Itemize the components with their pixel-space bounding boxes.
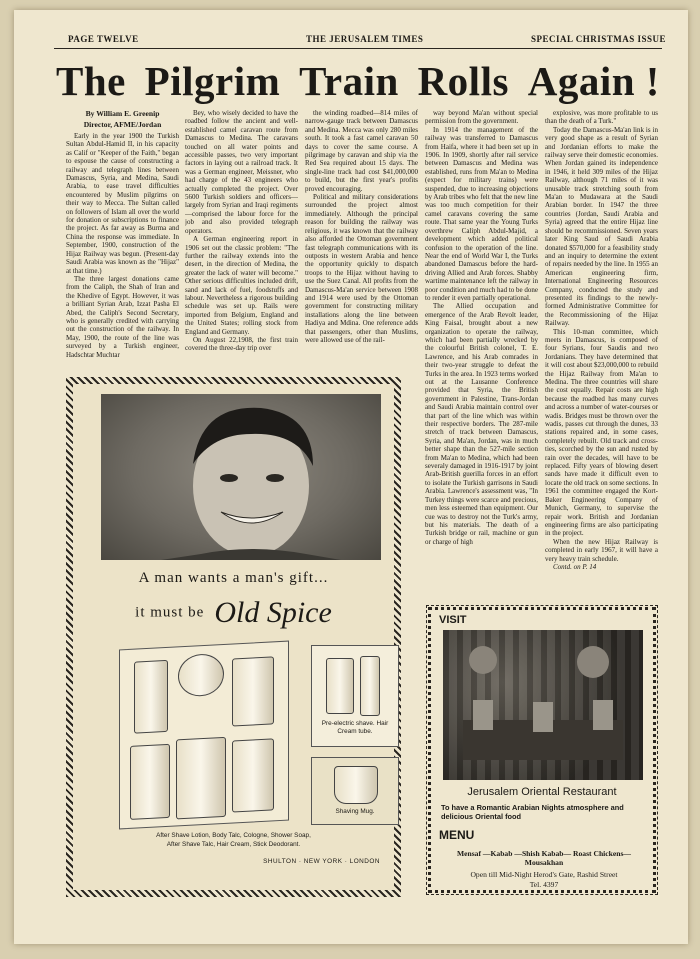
man-portrait-icon bbox=[101, 394, 381, 560]
restaurant-interior-photo bbox=[443, 630, 643, 780]
ad-tagline-2 bbox=[73, 596, 394, 630]
telephone: Tel. 4397 bbox=[529, 880, 559, 889]
menu-title: MENU bbox=[439, 828, 475, 842]
menu-items: Mensaf —Kabab —Shish Kabab— Roast Chickens— Mousakhan bbox=[456, 849, 632, 867]
tube-icon bbox=[360, 656, 380, 716]
product-display bbox=[83, 645, 389, 823]
header-rule bbox=[54, 48, 662, 49]
shaving-mug-label: Shaving Mug. bbox=[335, 808, 375, 815]
maker-label: SHULTON · NEW YORK · LONDON bbox=[263, 858, 380, 865]
headline bbox=[56, 56, 660, 106]
article-paragraph: way beyond Ma'an without special permission from the government. bbox=[425, 109, 538, 126]
article-paragraph: Political and military considerations surrounded the project almost immediately. Although the principal reason for building the railway was religious, it was known that the railway also afforded the Ottoman government fast telegraph communications with its outposts in western Arabia and hence the opportunity quickly to dispatch troops to the Hijaz without having to use the Suez Canal. All profits from the Damascus-Ma'an service between 1908 and 1914 were used by the Ottoman government for constructing military installations along the line between Hadiya and Mdina. One reference adds that passengers, other than Muslims, were allowed use of the rail- bbox=[305, 193, 418, 344]
article-column-3 bbox=[305, 109, 418, 371]
mug-icon bbox=[334, 766, 378, 804]
old-spice-ad bbox=[66, 377, 401, 897]
pre-electric-box bbox=[311, 645, 399, 747]
newspaper-name: THE JERUSALEM TIMES bbox=[306, 34, 424, 44]
article-column-4 bbox=[425, 109, 538, 597]
headline-word: Pilgrim bbox=[144, 58, 281, 104]
article-paragraph: The Allied occupation and emergence of the Arab Revolt leader, King Faisal, brought about a new organization to operate the railway, which had been partially wrecked by the colourful British colonel, T. E. Lawrence, and his Arab comrades in their two-year struggle to defeat the Turks in the area. In 1923 terms worked out at the Lausanne Conference provided that Syria, the British government in Palestine, Trans-Jordan and Saudi Arabia maintain control over that part of the line which was within their respective borders. The 287-mile stretch of track between Damascus, Syria, and Ma'an, Jordan, was in much better shape than the 527-mile section from Ma'an to Medina, which had been severaly damaged in 1916-1917 by joint Arab-British guerilla forces in an effort to isolate the Turkish garrisons in Saudi Arabia. Lawrence's assessment was, "In Turkey things were scarce and precious, men less esteemed than equipment. Our cue was to destroy not the Turk's army, but his materials. The death of a Turkish bridge or rail, machine or gun or charge of high bbox=[425, 302, 538, 546]
article-paragraph: A German engineering report in 1906 set out the classic problem: "The further the railway extends into the desert, in the direction of Medina, the greater the lack of water will become." Other serious difficulties included drift, sand and lack of fuel, foodstuffs and labour. Nevertheless a rigorous building schedule was set up. Rails were imported from Belgium, England and the United States; rolling stock from England and Germany. bbox=[185, 235, 298, 336]
article-column-1 bbox=[66, 109, 179, 371]
article-paragraph: the winding roadbed—814 miles of narrow-gauge track between Damascus and Medina. Mecca was only 280 miles south. It took a fast camel caravan 50 days to cover the same course. A pilgrimage by caravan and ship via the Red Sea required about 15 days. The single-line track had cost $41,000,000 to build, but the first year's profits proved encouraging. bbox=[305, 109, 418, 193]
restaurant-tagline: To have a Romantic Arabian Nights atmosphere and delicious Oriental food bbox=[441, 803, 624, 821]
pre-electric-label: Pre-electric shave. Hair Cream tube. bbox=[321, 720, 389, 735]
page-number: PAGE TWELVE bbox=[68, 34, 139, 44]
headline-word: Rolls bbox=[417, 58, 509, 104]
visit-label: VISIT bbox=[439, 614, 467, 626]
article-paragraph: In 1914 the management of the railway was transferred to Damascus from Haifa, where it had been set up in 1906. In 1909, shortly after rail service between Damascus and Medina was established, runs from Ma'an to Medina (expect for military trains) were suspended, due to increasing objections by Arab tribes who felt that the new line was too much competition for their camel caravans covering the same route. That same year the Young Turks overthrew Caliph Abdul-Majid, a development which added political confusion to the operation of the line. Near the end of World War I, the Turks abandoned Damascus before the hard-driving Allied and Arab forces. Shabby wartime maintenance left the railway in poor condition and much had to be done to render it even partially operational. bbox=[425, 125, 538, 302]
restaurant-ad bbox=[426, 605, 658, 895]
ad-tagline-1: A man wants a man's gift... bbox=[138, 570, 329, 586]
smiling-man-photo bbox=[101, 394, 381, 560]
interior-icon bbox=[443, 630, 643, 780]
old-spice-logo: Old Spice bbox=[214, 596, 332, 629]
headline-word: The bbox=[56, 58, 126, 104]
article-paragraph: When the new Hijaz Railway is completed in early 1967, it will have a very heavy train schedule. bbox=[545, 537, 658, 563]
article-column-2 bbox=[185, 109, 298, 371]
shaving-mug-box bbox=[311, 757, 399, 825]
article-paragraph: Today the Damascus-Ma'an link is in very good shape as a result of Syrian and Jordanian efforts to make the railway serve their domestic economies. When Jordan gained its independence in 1946, it held 309 miles of the Hijaz Railway, although 71 miles of it was unusable track stretching south from Ma'an to Mudawara at the Saudi Arabian border. In 1947 the three countries (Jordan, Saudi Arabia and Syria) agreed that the entire Hijaz line should be recommissioned. Seven years later King Saud of Saudi Arabia donated $570,000 for a feasibility study and an inquiry to determine the extent of repairs needed by the line. In 1955 an American engineering firm, International Engineering Resources Company, conducted the study and presented its findings to the newly-formed Administrative Committee for the Recommissioning of the Hijaz Railway. bbox=[545, 125, 658, 328]
headline-word: Train bbox=[299, 58, 399, 104]
ad-background bbox=[73, 384, 394, 890]
bottle-icon bbox=[326, 658, 354, 714]
article-paragraph: On August 22,1908, the first train covered the three-day trip over bbox=[185, 335, 298, 353]
bottle-icon bbox=[134, 660, 168, 734]
article-column-5 bbox=[545, 109, 658, 597]
product-list-2: After Shave Talc, Hair Cream, Stick Deodorant. bbox=[166, 841, 301, 848]
bottle-icon bbox=[232, 738, 274, 812]
soap-icon bbox=[178, 653, 224, 697]
bottle-icon bbox=[232, 656, 274, 726]
article-paragraph: Bey, who wisely decided to have the roadbed follow the ancient and well-established camel caravan route from Damascus to Medina. The caravans touched on all water points and accessible passes, two very important factors in laying out a railroad track. It was a German engineer, Meissner, who had charge of the 43 engineers who actually completed the project. Over 5600 Turkish soldiers and officers—largely from Syrian and Iraqi regiments—comprised the labour force for the job and also provided telegraph operators. bbox=[185, 109, 298, 235]
issue-label: SPECIAL CHRISTMAS ISSUE bbox=[531, 34, 667, 44]
gift-box bbox=[119, 641, 289, 830]
byline-title: Director, AFME/Jordan bbox=[83, 120, 162, 129]
ad-tagline-lead: it must be bbox=[135, 604, 205, 621]
article-paragraph: The three largest donations came from the Caliph, the Shah of Iran and the Khedive of Egypt. However, it was a brilliant Syrian Arab, Izzat Pasha El Abed, the Caliph's Second Secretary, who is generally credited with carrying out the construction of the railway. In May, 1900, the route of the line was surveyed by a Turkish engineer, Hadschtar Muchtar bbox=[66, 274, 179, 359]
continued-note: Contd. on P. 14 bbox=[553, 562, 597, 571]
product-list-1: After Shave Lotion, Body Talc, Cologne, Shower Soap, bbox=[156, 832, 311, 839]
headline-word: Again ! bbox=[527, 58, 660, 104]
opening-hours: Open till Mid-Night Herod's Gate, Rashid Street bbox=[470, 870, 618, 879]
cologne-bottle-icon bbox=[176, 737, 226, 820]
article-paragraph: explosive, was more profitable to us than the death of a Turk." bbox=[545, 109, 658, 126]
restaurant-name: Jerusalem Oriental Restaurant bbox=[467, 786, 617, 798]
bottle-icon bbox=[130, 744, 170, 820]
article-paragraph: Early in the year 1900 the Turkish Sultan Abdul-Hamid II, in his capacity as Calif or "Keeper of the Faith," began to espouse the cause of constructing a railway and telegraph lines between Damascus, Syria, and Medina, Saudi Arabia, to ease travel difficulties encountered by Muslim pilgrims on their way to Mecca. The Sultan called on followers of Islam all over the world for donation or subscriptions to finance the project. As far away as Burma and China the response was immediate. In September, 1900, construction of the Hijaz Railway was begun. (Present-day Saudi Arabia was known as the "Hijaz" at that time.) bbox=[66, 132, 179, 275]
article-paragraph: This 10-man committee, which meets in Damascus, is composed of four Syrians, four Saudis and two Jordanians. They have determined that it will cost about $23,000,000 to rebuild the Hijaz Railway from Ma'an to Medina. The three countries will share the cost equally. Repair costs are high because the roadbed has many curves and across a number of water-courses or wadis. Bridges must be thrown over the wadis, passes cut through the dunes, 33 stations repaired and, in some cases, completely rebuilt. Old track and cross-ties, scorched by the sun and rusted by rain over the decades, will have to be replaced. Fifty years of blowing desert sands have made it difficult even to locate the old track on some sections. In 1961 the committee engaged the Kort-Baker Engineering Company of Munich, Germany, to supervise the repair work. British and Jordanian engineering firms are also participating in the project. bbox=[545, 327, 658, 538]
byline-author: By William E. Greenip bbox=[85, 109, 160, 118]
